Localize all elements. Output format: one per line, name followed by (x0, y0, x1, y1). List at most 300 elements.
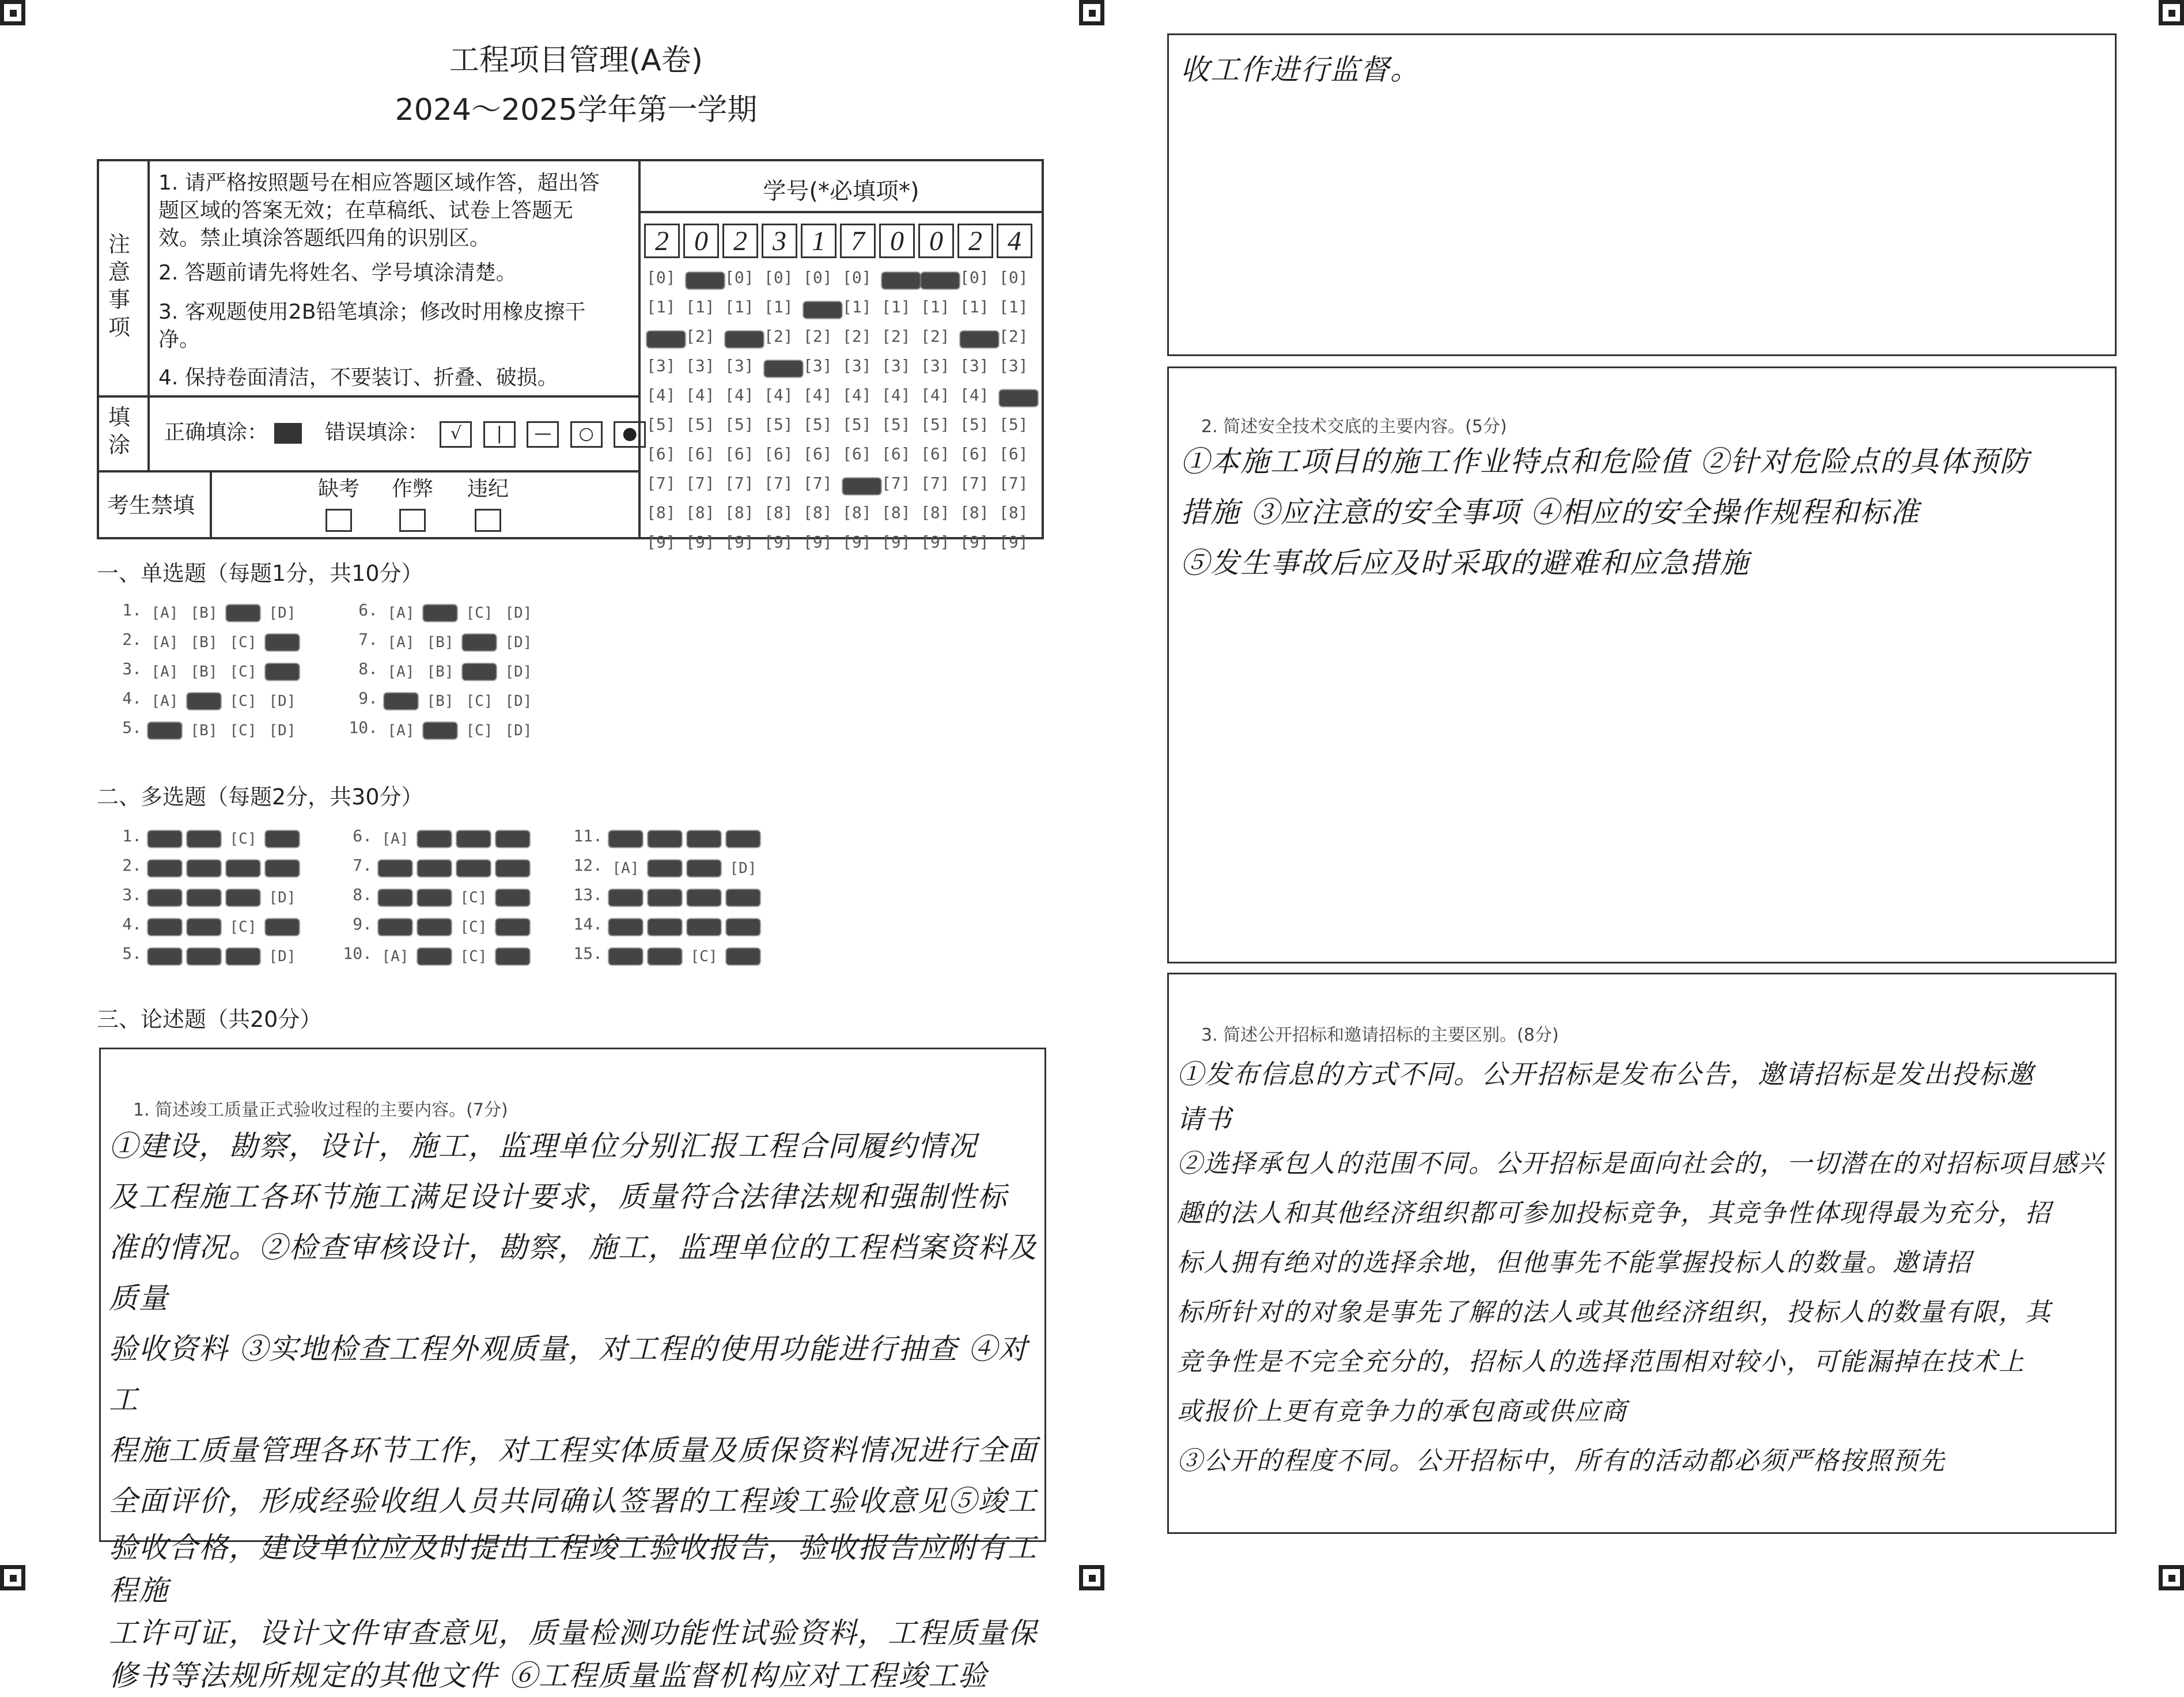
option-bubble-filled[interactable] (417, 830, 452, 848)
student-id-digit[interactable]: 3 (762, 224, 797, 258)
id-bubble[interactable]: [7] (960, 474, 989, 493)
id-bubble[interactable]: [9] (725, 532, 754, 551)
option-bubble-filled[interactable] (187, 860, 221, 877)
option-bubble-filled[interactable] (265, 634, 300, 651)
id-bubble[interactable]: [6] (921, 444, 950, 463)
student-id-label: 学号(*必填项*) (763, 178, 919, 205)
id-bubble[interactable]: [5] (764, 415, 793, 434)
violation-checkbox[interactable] (475, 509, 501, 532)
notice-item-3: 3. 客观题使用2B铅笔填涂；修改时用橡皮擦干净。 (158, 300, 586, 352)
option-bubble[interactable]: [C] (465, 604, 493, 622)
answer-row (573, 826, 765, 848)
id-bubble[interactable]: [2] (686, 327, 715, 346)
id-bubble[interactable]: [0] (842, 268, 872, 287)
id-bubble[interactable]: [9] (881, 532, 911, 551)
student-id-digit[interactable]: 2 (644, 224, 680, 258)
id-bubble[interactable]: [8] (842, 503, 872, 522)
essay-q1-line: 验收合格，建设单位应及时提出工程竣工验收报告，验收报告应附有工程施 (109, 1531, 1038, 1607)
forbidden-cheat (389, 473, 436, 534)
correct-fill-label: 正确填涂： (164, 421, 268, 444)
option-bubble[interactable]: [D] (505, 692, 532, 710)
student-id-digit[interactable]: 2 (722, 224, 758, 258)
option-bubble[interactable]: [A] (612, 859, 639, 877)
forbidden-absent-label: 缺考 (317, 477, 359, 501)
id-bubble[interactable]: [1] (686, 297, 715, 316)
id-bubble[interactable]: [8] (999, 503, 1028, 522)
id-bubble-filled[interactable] (764, 360, 803, 377)
id-bubble[interactable]: [2] (881, 327, 911, 346)
answer-row (573, 914, 765, 936)
id-bubble[interactable]: [1] (999, 297, 1028, 316)
exam-title: 工程项目管理(A卷) (449, 43, 703, 78)
essay-q1-line: ①建设，勘察，设计，施工，监理单位分别汇报工程合同履约情况 (109, 1129, 978, 1163)
corner-marker-top-center (1079, 0, 1104, 25)
question-number: 12. (573, 856, 603, 875)
essay-q1-line: 验收资料 ③实地检查工程外观质量，对工程的使用功能进行抽查 ④对工 (109, 1332, 1028, 1416)
option-bubble-filled[interactable] (378, 919, 412, 936)
id-bubble[interactable]: [0] (803, 268, 832, 287)
option-bubble-filled[interactable] (608, 830, 643, 848)
question-number: 15. (573, 944, 603, 963)
option-bubble[interactable]: [C] (690, 947, 718, 965)
option-bubble[interactable]: [A] (387, 721, 415, 739)
id-bubble[interactable]: [4] (764, 385, 793, 405)
id-bubble[interactable]: [8] (960, 503, 989, 522)
option-bubble-filled[interactable] (726, 948, 760, 965)
id-bubble[interactable]: [4] (646, 385, 676, 405)
id-bubble[interactable]: [8] (646, 503, 676, 522)
option-bubble-filled[interactable] (147, 948, 182, 965)
id-bubble[interactable]: [0] (764, 268, 793, 287)
id-bubble[interactable]: [7] (881, 474, 911, 493)
option-bubble[interactable]: [C] (460, 889, 487, 906)
essay-q2-prompt: 2. 简述安全技术交底的主要内容。(5分) (1201, 417, 1507, 437)
answer-row (573, 885, 765, 906)
id-bubble[interactable]: [3] (646, 356, 676, 375)
id-bubble[interactable]: [3] (960, 356, 989, 375)
id-bubble[interactable]: [9] (842, 532, 872, 551)
id-bubble-filled[interactable] (921, 272, 960, 289)
id-bubble-filled[interactable] (686, 272, 725, 289)
essay-q3-line: 标所针对的对象是事先了解的法人或其他经济组织，投标人的数量有限，其 (1177, 1298, 2051, 1327)
notice-item-2: 2. 答题前请先将姓名、学号填涂清楚。 (158, 261, 517, 285)
option-bubble-filled[interactable] (456, 830, 491, 848)
option-bubble-filled[interactable] (147, 860, 182, 877)
id-bubble[interactable]: [2] (803, 327, 832, 346)
option-bubble[interactable]: [A] (387, 604, 415, 622)
option-bubble[interactable]: [A] (151, 633, 179, 651)
answer-row (348, 689, 540, 710)
id-bubble[interactable]: [5] (960, 415, 989, 434)
id-bubble[interactable]: [4] (803, 385, 832, 405)
answer-row (348, 630, 540, 651)
student-id-digit[interactable]: 1 (801, 224, 836, 258)
option-bubble-filled[interactable] (462, 634, 497, 651)
wrong-mark-dash: — (527, 421, 559, 448)
id-bubble[interactable]: [3] (842, 356, 872, 375)
essay-q1-line: 程施工质量管理各环节工作，对工程实体质量及质保资料情况进行全面 (109, 1434, 1038, 1467)
option-bubble-filled[interactable] (648, 919, 682, 936)
id-bubble-row (646, 380, 1038, 410)
option-bubble-filled[interactable] (187, 830, 221, 848)
section3-title: 三、论述题（共20分） (97, 1007, 322, 1032)
option-bubble-filled[interactable] (265, 919, 300, 936)
option-bubble-filled[interactable] (147, 919, 182, 936)
id-bubble[interactable]: [5] (725, 415, 754, 434)
id-bubble-row (646, 439, 1038, 468)
id-bubble[interactable]: [4] (881, 385, 911, 405)
id-bubble[interactable]: [5] (881, 415, 911, 434)
id-bubble[interactable]: [3] (803, 356, 832, 375)
question-number: 7. (358, 630, 378, 649)
option-bubble[interactable]: [C] (465, 692, 493, 710)
option-bubble[interactable]: [B] (426, 692, 454, 710)
option-bubble-filled[interactable] (265, 860, 300, 877)
option-bubble[interactable]: [B] (190, 604, 218, 622)
option-bubble[interactable]: [A] (381, 947, 409, 965)
id-bubble-filled[interactable] (999, 390, 1038, 407)
option-bubble-filled[interactable] (608, 948, 643, 965)
id-bubble-filled[interactable] (960, 331, 999, 348)
answer-row (348, 659, 540, 681)
student-id-digit[interactable]: 0 (879, 224, 915, 258)
option-bubble-filled[interactable] (495, 860, 530, 877)
option-bubble[interactable]: [B] (190, 721, 218, 739)
option-bubble-filled[interactable] (226, 860, 260, 877)
id-bubble[interactable]: [3] (921, 356, 950, 375)
option-bubble-filled[interactable] (187, 889, 221, 906)
option-bubble[interactable]: [D] (505, 721, 532, 739)
question-number: 13. (573, 885, 603, 904)
essay-q3-box[interactable] (1167, 973, 2117, 1534)
option-bubble[interactable]: [B] (426, 663, 454, 681)
question-number: 4. (122, 914, 142, 933)
id-bubble-filled[interactable] (725, 331, 764, 348)
section1-title: 一、单选题（每题1分，共10分） (97, 561, 423, 586)
option-bubble[interactable]: [D] (268, 721, 296, 739)
option-bubble-filled[interactable] (226, 604, 260, 622)
option-bubble-filled[interactable] (423, 722, 457, 739)
essay-q3-line: 竞争性是不完全充分的，招标人的选择范围相对较小，可能漏掉在技术上 (1177, 1347, 2025, 1377)
option-bubble-filled[interactable] (187, 693, 221, 710)
essay-q3-line: 请书 (1177, 1103, 1232, 1135)
answer-row (112, 944, 304, 965)
id-bubble[interactable]: [5] (842, 415, 872, 434)
id-bubble[interactable]: [2] (842, 327, 872, 346)
id-bubble[interactable]: [8] (881, 503, 911, 522)
option-bubble[interactable]: [D] (268, 947, 296, 965)
id-bubble[interactable]: [4] (960, 385, 989, 405)
option-bubble-filled[interactable] (226, 948, 260, 965)
corner-marker-top-right (2159, 0, 2184, 25)
id-bubble[interactable]: [3] (999, 356, 1028, 375)
option-bubble-filled[interactable] (726, 830, 760, 848)
id-bubble[interactable]: [1] (764, 297, 793, 316)
option-bubble-filled[interactable] (378, 860, 412, 877)
option-bubble-filled[interactable] (187, 948, 221, 965)
id-bubble-row (646, 263, 1038, 292)
id-bubble[interactable]: [7] (686, 474, 715, 493)
id-bubble[interactable]: [6] (881, 444, 911, 463)
option-bubble-filled[interactable] (147, 830, 182, 848)
corner-marker-bottom-center (1079, 1565, 1104, 1590)
option-bubble[interactable]: [A] (381, 830, 409, 848)
essay-q3-line: ③公开的程度不同。公开招标中，所有的活动都必须严格按照预先 (1177, 1446, 1945, 1476)
id-bubble-filled[interactable] (646, 331, 686, 348)
essay-q1-box[interactable] (99, 1048, 1046, 1692)
single-choice-grid (112, 600, 573, 756)
option-bubble-filled[interactable] (687, 830, 721, 848)
option-bubble[interactable]: [C] (229, 918, 257, 936)
essay-q3-line: 标人拥有绝对的选择余地，但他事先不能掌握投标人的数量。邀请招 (1177, 1248, 1972, 1278)
option-bubble-filled[interactable] (226, 889, 260, 906)
option-bubble-filled[interactable] (265, 830, 300, 848)
question-number: 5. (122, 944, 142, 963)
section2-title: 二、多选题（每题2分，共30分） (97, 784, 423, 810)
id-bubble[interactable]: [2] (764, 327, 793, 346)
cheat-checkbox[interactable] (399, 509, 426, 532)
option-bubble[interactable]: [C] (465, 721, 493, 739)
option-bubble-filled[interactable] (417, 860, 452, 877)
corner-marker-top-left (0, 0, 25, 25)
essay-q1-line: 全面评价，形成经验收组人员共同确认签署的工程竣工验收意见⑤竣工 (109, 1484, 1038, 1518)
option-bubble-filled[interactable] (648, 889, 682, 906)
id-bubble[interactable]: [9] (803, 532, 832, 551)
id-bubble[interactable]: [4] (725, 385, 754, 405)
id-bubble[interactable]: [4] (921, 385, 950, 405)
option-bubble-filled[interactable] (687, 860, 721, 877)
option-bubble[interactable]: [B] (190, 663, 218, 681)
option-bubble[interactable]: [A] (387, 633, 415, 651)
question-number: 8. (353, 885, 372, 904)
essay-q2-line: ①本施工项目的施工作业特点和危险值 ②针对危险点的具体预防 (1180, 445, 2030, 478)
question-number: 5. (122, 718, 142, 737)
answer-row (342, 914, 535, 936)
question-number: 7. (353, 856, 372, 875)
id-bubble[interactable]: [8] (686, 503, 715, 522)
option-bubble-filled[interactable] (417, 889, 452, 906)
essay-q2-answer (1180, 436, 2108, 588)
id-bubble[interactable]: [8] (803, 503, 832, 522)
id-bubble[interactable]: [5] (999, 415, 1028, 434)
essay-q1-continuation-box[interactable] (1167, 33, 2117, 356)
id-bubble-row (646, 292, 1038, 322)
id-bubble[interactable]: [6] (725, 444, 754, 463)
id-bubble[interactable]: [1] (881, 297, 911, 316)
id-bubble[interactable]: [6] (646, 444, 676, 463)
option-bubble-filled[interactable] (648, 860, 682, 877)
essay-q1-line: 准的情况。②检查审核设计，勘察，施工，监理单位的工程档案资料及质量 (109, 1231, 1038, 1315)
id-bubble[interactable]: [0] (646, 268, 676, 287)
id-bubble[interactable]: [6] (960, 444, 989, 463)
id-bubble[interactable]: [4] (686, 385, 715, 405)
option-bubble-filled[interactable] (423, 604, 457, 622)
option-bubble[interactable]: [C] (229, 692, 257, 710)
id-bubble[interactable]: [6] (842, 444, 872, 463)
student-id-digit[interactable]: 7 (840, 224, 876, 258)
id-bubble-row (646, 468, 1038, 498)
id-bubble[interactable]: [8] (764, 503, 793, 522)
id-bubble-filled[interactable] (881, 272, 921, 289)
option-bubble-filled[interactable] (147, 722, 182, 739)
id-bubble[interactable]: [2] (921, 327, 950, 346)
option-bubble-filled[interactable] (495, 830, 530, 848)
id-bubble[interactable]: [9] (960, 532, 989, 551)
id-bubble[interactable]: [6] (999, 444, 1028, 463)
question-number: 10. (343, 944, 372, 963)
id-bubble[interactable]: [1] (646, 297, 676, 316)
option-bubble-filled[interactable] (187, 919, 221, 936)
id-bubble[interactable]: [3] (881, 356, 911, 375)
student-id-digits (644, 224, 1036, 258)
option-bubble-filled[interactable] (608, 889, 643, 906)
id-bubble[interactable]: [9] (999, 532, 1028, 551)
id-bubble[interactable]: [5] (646, 415, 676, 434)
id-bubble[interactable]: [0] (999, 268, 1028, 287)
id-bubble[interactable]: [6] (764, 444, 793, 463)
option-bubble[interactable]: [A] (151, 604, 179, 622)
wrong-mark-check: √ (440, 421, 472, 448)
question-number: 14. (573, 914, 603, 933)
option-bubble[interactable]: [B] (426, 633, 454, 651)
essay-q3-line: 或报价上更有竞争力的承包商或供应商 (1177, 1397, 1627, 1426)
answer-row (112, 914, 304, 936)
id-bubble[interactable]: [6] (686, 444, 715, 463)
id-bubble[interactable]: [5] (686, 415, 715, 434)
option-bubble[interactable]: [C] (460, 918, 487, 936)
essay-q1-continuation: 收工作进行监督。 (1180, 53, 1420, 86)
option-bubble[interactable]: [D] (505, 633, 532, 651)
answer-row (342, 826, 535, 848)
essay-q2-box[interactable] (1167, 366, 2117, 963)
option-bubble[interactable]: [D] (505, 663, 532, 681)
option-bubble[interactable]: [A] (151, 692, 179, 710)
wrong-fill-label: 错误填涂： (324, 421, 429, 444)
option-bubble-filled[interactable] (495, 919, 530, 936)
option-bubble[interactable]: [C] (229, 830, 257, 848)
question-number: 4. (122, 689, 142, 708)
option-bubble[interactable]: [D] (268, 889, 296, 906)
option-bubble-filled[interactable] (456, 860, 491, 877)
student-id-bubble-grid (646, 263, 1038, 557)
option-bubble[interactable]: [C] (229, 633, 257, 651)
id-bubble[interactable]: [8] (921, 503, 950, 522)
answer-row (342, 885, 535, 906)
id-bubble-filled[interactable] (842, 478, 881, 495)
question-number: 9. (353, 914, 372, 933)
option-bubble-filled[interactable] (384, 693, 418, 710)
id-bubble[interactable]: [9] (686, 532, 715, 551)
id-bubble[interactable]: [1] (921, 297, 950, 316)
answer-row (112, 885, 304, 906)
option-bubble[interactable]: [D] (505, 604, 532, 622)
id-bubble[interactable]: [2] (999, 327, 1028, 346)
wrong-mark-bar: | (483, 421, 516, 448)
id-bubble[interactable]: [9] (921, 532, 950, 551)
id-bubble[interactable]: [3] (725, 356, 754, 375)
option-bubble[interactable]: [C] (229, 663, 257, 681)
answer-row (342, 944, 535, 965)
id-bubble[interactable]: [9] (646, 532, 676, 551)
option-bubble-filled[interactable] (265, 663, 300, 681)
student-id-digit[interactable]: 2 (957, 224, 993, 258)
option-bubble-filled[interactable] (608, 919, 643, 936)
id-bubble-row (646, 527, 1038, 557)
student-id-digit[interactable]: 0 (918, 224, 954, 258)
option-bubble[interactable]: [A] (387, 663, 415, 681)
id-bubble[interactable]: [1] (725, 297, 754, 316)
answer-row (112, 630, 304, 651)
forbidden-label: 考生禁填 (107, 493, 195, 518)
id-bubble[interactable]: [7] (646, 474, 676, 493)
fill-examples (164, 416, 646, 448)
option-bubble-filled[interactable] (378, 889, 412, 906)
id-bubble[interactable]: [4] (842, 385, 872, 405)
id-bubble[interactable]: [7] (999, 474, 1028, 493)
option-bubble[interactable]: [C] (229, 721, 257, 739)
option-bubble-filled[interactable] (648, 948, 682, 965)
id-bubble[interactable]: [8] (725, 503, 754, 522)
option-bubble-filled[interactable] (417, 948, 452, 965)
id-bubble[interactable]: [9] (764, 532, 793, 551)
option-bubble[interactable]: [B] (190, 633, 218, 651)
id-bubble[interactable]: [5] (803, 415, 832, 434)
option-bubble-filled[interactable] (495, 948, 530, 965)
answer-row (112, 600, 304, 622)
option-bubble-filled[interactable] (648, 830, 682, 848)
essay-q3-line: 趣的法人和其他经济组织都可参加投标竞争，其竞争性体现得最为充分，招 (1177, 1199, 2051, 1228)
option-bubble-filled[interactable] (417, 919, 452, 936)
id-bubble-filled[interactable] (803, 301, 842, 319)
id-bubble[interactable]: [7] (764, 474, 793, 493)
option-bubble-filled[interactable] (147, 889, 182, 906)
essay-q3-answer (1177, 1049, 2113, 1486)
option-bubble[interactable]: [D] (729, 859, 757, 877)
student-id-digit[interactable]: 4 (997, 224, 1032, 258)
option-bubble[interactable]: [A] (151, 663, 179, 681)
answer-row (573, 944, 765, 965)
id-bubble[interactable]: [7] (725, 474, 754, 493)
id-bubble[interactable]: [0] (960, 268, 989, 287)
essay-q1-line: 修书等法规所规定的其他文件 ⑥工程质量监督机构应对工程竣工验 (109, 1659, 988, 1692)
option-bubble-filled[interactable] (462, 663, 497, 681)
option-bubble[interactable]: [D] (268, 604, 296, 622)
id-bubble[interactable]: [7] (921, 474, 950, 493)
option-bubble-filled[interactable] (726, 919, 760, 936)
id-bubble[interactable]: [6] (803, 444, 832, 463)
student-id-digit[interactable]: 0 (683, 224, 719, 258)
option-bubble-filled[interactable] (687, 919, 721, 936)
id-bubble[interactable]: [0] (725, 268, 754, 287)
option-bubble-filled[interactable] (726, 889, 760, 906)
id-bubble[interactable]: [3] (686, 356, 715, 375)
absent-checkbox[interactable] (325, 509, 352, 532)
id-bubble[interactable]: [5] (921, 415, 950, 434)
option-bubble[interactable]: [D] (268, 692, 296, 710)
id-bubble[interactable]: [1] (960, 297, 989, 316)
option-bubble[interactable]: [C] (460, 947, 487, 965)
id-bubble[interactable]: [7] (803, 474, 832, 493)
id-bubble-row (646, 322, 1038, 351)
forbidden-violation (462, 473, 514, 534)
exam-term: 2024～2025学年第一学期 (395, 93, 758, 127)
essay-q1-prompt: 1. 简述竣工质量正式验收过程的主要内容。(7分) (133, 1100, 508, 1120)
question-number: 2. (122, 856, 142, 875)
id-bubble[interactable]: [1] (842, 297, 872, 316)
forbidden-violation-label: 违纪 (467, 477, 509, 501)
option-bubble-filled[interactable] (495, 889, 530, 906)
option-bubble-filled[interactable] (687, 889, 721, 906)
